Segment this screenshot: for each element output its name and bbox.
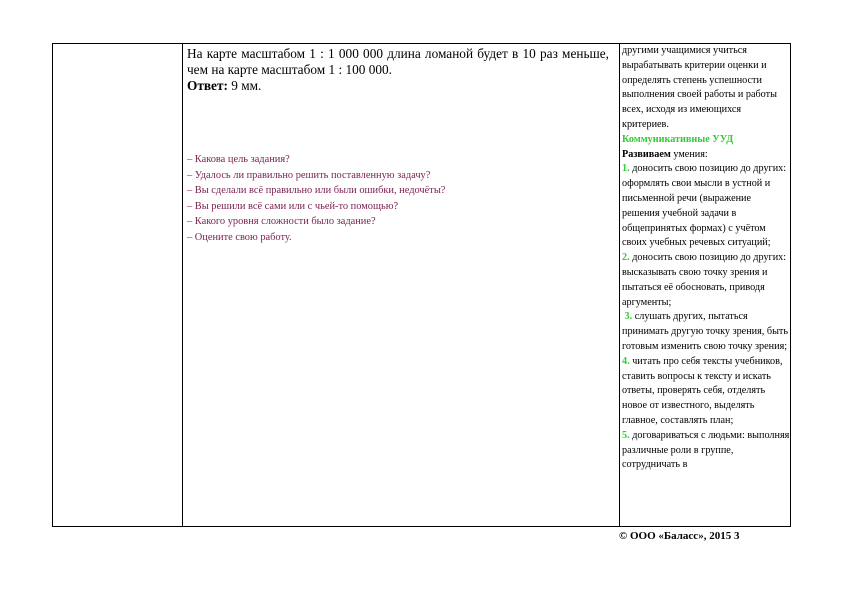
uud-heading: Коммуникативные УУД (622, 133, 734, 145)
item-number: 2. (622, 252, 630, 264)
content-table (52, 43, 791, 527)
develop-label: Развиваем (622, 148, 671, 160)
answer-label: Ответ: (187, 78, 228, 93)
develop-rest: умения: (670, 148, 708, 160)
uud-intro: другими учащимися учиться вырабатывать критерии оценки и определять степень успешности выполнения своей работы и работы всех, исходя из имеющихся критериев. (622, 45, 777, 130)
question-item: – Удалось ли правильно решить поставленную задачу? (187, 169, 431, 181)
question-item: – Вы сделали всё правильно или были ошибки, недочёты? (187, 185, 446, 197)
task-paragraph: На карте масштабом 1 : 1 000 000 длина ломаной будет в 10 раз меньше, чем на карте масштабом 1 : 100 000. (187, 46, 609, 77)
uud-item (622, 310, 790, 354)
uud-item (622, 429, 790, 473)
item-number: 3. (624, 311, 633, 323)
answer-line (187, 78, 609, 94)
item-number: 4. (622, 355, 630, 367)
item-text: доносить свою позицию до других: оформлять свои мысли в устной и письменной речи (выражение решения учебной задачи в общепринятых формах) с учётом своих учебных речевых ситуаций; (622, 163, 787, 249)
item-number: 1. (622, 163, 630, 175)
item-text: доносить свою позицию до других: высказывать свою точку зрения и пытаться её обосновать, приводя аргументы; (622, 252, 787, 308)
reflection-questions (187, 152, 609, 246)
develop-line (622, 148, 790, 163)
uud-cell (620, 44, 792, 526)
question-item: – Какого уровня сложности было задание? (187, 216, 376, 228)
item-text: слушать других, пытаться принимать другую точку зрения, быть готовым изменить свою точку зрения; (622, 311, 789, 352)
uud-item (622, 162, 790, 251)
question-item: – Какова цель задания? (187, 154, 290, 165)
task-cell (183, 44, 613, 248)
uud-item (622, 355, 790, 429)
question-item: – Вы решили всё сами или с чьей-то помощью? (187, 200, 399, 212)
item-text: читать про себя тексты учебников, ставить вопросы к тексту и искать ответы, проверять себя, отделять новое от известного, выделять главное, составлять план; (622, 355, 783, 426)
question-item: – Оцените свою работу. (187, 231, 292, 243)
item-text: договариваться с людьми: выполняя различные роли в группе, сотрудничать в (622, 429, 790, 471)
answer-value: 9 мм. (227, 78, 262, 93)
item-number: 5. (622, 429, 630, 441)
uud-item (622, 251, 790, 310)
copyright-footer: © ООО «Баласс», 2015 3 (619, 530, 740, 542)
